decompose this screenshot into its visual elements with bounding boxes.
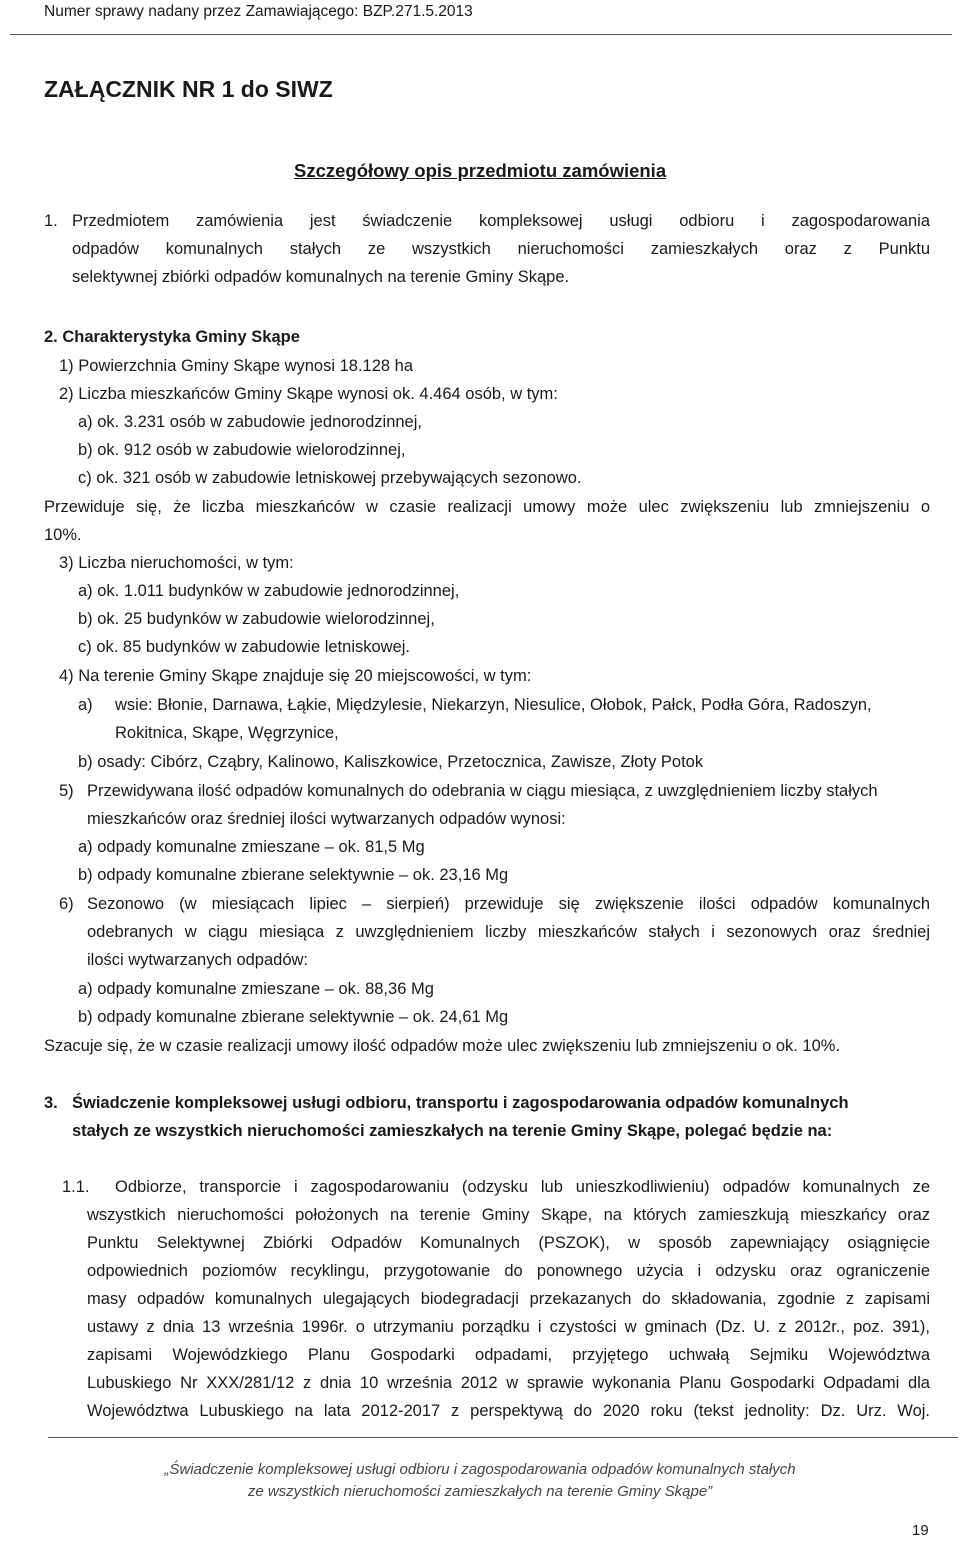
list-item: 4) Na terenie Gminy Skąpe znajduje się 20 miejscowości, w tym: (59, 667, 532, 685)
list-item: 1) Powierzchnia Gminy Skąpe wynosi 18.128 ha (59, 357, 414, 375)
list-number: 5) (59, 782, 74, 800)
list-item: Przewidywana ilość odpadów komunalnych do odebrania w ciągu miesiąca, z uwzględnieniem liczby stałych (87, 782, 878, 800)
section-1-line: selektywnej zbiórki odpadów komunalnych na terenie Gminy Skąpe. (72, 268, 570, 286)
paragraph-line: wszystkich nieruchomości położonych na terenie Gminy Skąpe, na których zamieszkują mieszkańcy oraz (87, 1206, 930, 1224)
list-item: 2) Liczba mieszkańców Gminy Skąpe wynosi ok. 4.464 osób, w tym: (59, 385, 558, 403)
section-3-heading-line: stałych ze wszystkich nieruchomości zamieszkałych na terenie Gminy Skąpe, polegać będzie na: (72, 1122, 833, 1140)
section-1-1-number: 1.1. (62, 1178, 90, 1196)
paragraph-line: ustawy z dnia 13 września 1996r. o utrzymaniu porządku i czystości w gminach (Dz. U. z 2012r., poz. 391), (87, 1318, 930, 1336)
list-number: 6) (59, 895, 74, 913)
sub-list-item: b) odpady komunalne zbierane selektywnie – ok. 24,61 Mg (78, 1008, 509, 1026)
sub-list-item: wsie: Błonie, Darnawa, Łąkie, Międzylesie, Niekarzyn, Niesulice, Ołobok, Pałck, Podła Góra, Radoszyn, (115, 696, 872, 714)
section-2-heading: 2. Charakterystyka Gminy Skąpe (44, 328, 300, 346)
document-subtitle: Szczegółowy opis przedmiotu zamówienia (294, 160, 667, 181)
section-1-number: 1. (44, 212, 58, 230)
section-1-line: Przedmiotem zamówienia jest świadczenie kompleksowej usługi odbioru i zagospodarowania (72, 212, 930, 230)
sub-list-item: b) odpady komunalne zbierane selektywnie – ok. 23,16 Mg (78, 866, 509, 884)
page-header: Numer sprawy nadany przez Zamawiającego: BZP.271.5.2013 (44, 3, 473, 20)
list-item: 3) Liczba nieruchomości, w tym: (59, 554, 294, 572)
paragraph-line: odpowiednich poziomów recyklingu, przygotowanie do ponownego użycia i odzysku oraz ograniczenie (87, 1262, 930, 1280)
section-1-line: odpadów komunalnych stałych ze wszystkich nieruchomości zamieszkałych oraz z Punktu (72, 240, 930, 258)
paragraph-line: zapisami Wojewódzkiego Planu Gospodarki odpadami, przyjętego uchwałą Sejmiku Województwa (87, 1346, 930, 1364)
sub-list-label: a) (78, 696, 93, 714)
sub-list-item: Rokitnica, Skąpe, Węgrzynice, (115, 724, 339, 742)
header-divider (10, 34, 952, 35)
sub-list-item: b) osady: Cibórz, Cząbry, Kalinowo, Kaliszkowice, Przetocznica, Zawisze, Złoty Potok (78, 753, 704, 771)
paragraph-line: masy odpadów komunalnych ulegających biodegradacji przekazanych do składowania, zgodnie z zapisami (87, 1290, 930, 1308)
paragraph-line: Województwa Lubuskiego na lata 2012-2017 z perspektywą do 2020 roku (tekst jednolity: Dz. Urz. Woj. (87, 1402, 930, 1420)
footer-line: „Świadczenie kompleksowej usługi odbioru i zagospodarowania odpadów komunalnych stałych (164, 1461, 796, 1478)
footer-divider (48, 1437, 958, 1438)
paragraph-line: Odbiorze, transporcie i zagospodarowaniu (odzysku lub unieszkodliwieniu) odpadów komunalnych ze (115, 1178, 930, 1196)
annex-title: ZAŁĄCZNIK NR 1 do SIWZ (44, 76, 333, 102)
sub-list-item: a) ok. 3.231 osób w zabudowie jednorodzinnej, (78, 413, 422, 431)
forecast-paragraph-line: 10%. (44, 526, 82, 544)
list-item: odebranych w ciągu miesiąca z uwzględnieniem liczby mieszkańców stałych i sezonowych oraz średniej (87, 923, 930, 941)
paragraph-line: Punktu Selektywnej Zbiórki Odpadów Komunalnych (PSZOK), w sposób zapewniający osiągnięcie (87, 1234, 930, 1252)
list-item: ilości wytwarzanych odpadów: (87, 951, 309, 969)
paragraph-line: Lubuskiego Nr XXX/281/12 z dnia 10 września 2012 w sprawie wykonania Planu Gospodarki Odpadami dla (87, 1374, 930, 1392)
section-3-heading-line: Świadczenie kompleksowej usługi odbioru, transportu i zagospodarowania odpadów komunalnych (72, 1094, 849, 1112)
sub-list-item: a) odpady komunalne zmieszane – ok. 81,5 Mg (78, 838, 425, 856)
section-3-number: 3. (44, 1094, 58, 1112)
sub-list-item: b) ok. 25 budynków w zabudowie wielorodzinnej, (78, 610, 435, 628)
forecast-paragraph-line: Przewiduje się, że liczba mieszkańców w czasie realizacji umowy może ulec zwiększeniu lub zmniejszeniu o (44, 498, 930, 516)
sub-list-item: a) ok. 1.011 budynków w zabudowie jednorodzinnej, (78, 582, 460, 600)
sub-list-item: a) odpady komunalne zmieszane – ok. 88,36 Mg (78, 980, 434, 998)
estimate-paragraph: Szacuje się, że w czasie realizacji umowy ilość odpadów może ulec zwiększeniu lub zmniejszeniu o ok. 10%. (44, 1037, 841, 1055)
sub-list-item: c) ok. 321 osób w zabudowie letniskowej przebywających sezonowo. (78, 469, 582, 487)
footer-line: ze wszystkich nieruchomości zamieszkałych na terenie Gminy Skąpe” (247, 1483, 713, 1500)
sub-list-item: b) ok. 912 osób w zabudowie wielorodzinnej, (78, 441, 406, 459)
list-item: Sezonowo (w miesiącach lipiec – sierpień) przewiduje się zwiększenie ilości odpadów komunalnych (87, 895, 930, 913)
sub-list-item: c) ok. 85 budynków w zabudowie letniskowej. (78, 638, 411, 656)
page-number: 19 (912, 1522, 929, 1539)
list-item: mieszkańców oraz średniej ilości wytwarzanych odpadów wynosi: (87, 810, 566, 828)
